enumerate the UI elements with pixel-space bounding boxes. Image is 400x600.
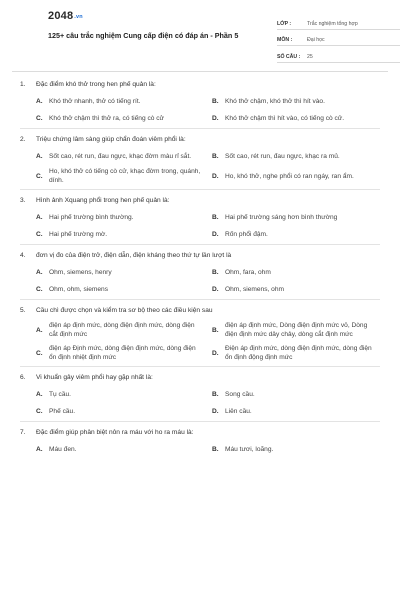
question-list	[0, 74, 400, 459]
meta-value: Đại học	[307, 37, 325, 43]
meta-row-class	[277, 13, 400, 30]
option-letter: B.	[212, 152, 219, 160]
question-text-row	[20, 251, 380, 261]
option-letter: C.	[36, 349, 43, 357]
answer-options	[20, 150, 380, 185]
option-text: Hai phế trường mờ.	[49, 230, 108, 238]
meta-label: SỐ CÂU :	[277, 53, 301, 60]
option-letter: A.	[36, 213, 43, 221]
answer-options	[20, 266, 380, 295]
option-text: Máu đen.	[49, 445, 77, 453]
option-letter: A.	[36, 390, 43, 398]
option-text: Ho, khó thở có tiếng cò cử, khạc đờm trong, quánh, dính.	[49, 168, 201, 184]
question-item	[20, 422, 380, 459]
question-number: 4.	[20, 252, 26, 259]
question-text-row	[20, 135, 380, 145]
answer-option[interactable]	[212, 321, 380, 339]
answer-option[interactable]	[212, 266, 380, 278]
question-text-row	[20, 306, 380, 316]
option-text: Ohm, ohm, siemens	[49, 285, 108, 293]
option-text: Ho, khó thở, nghe phổi có ran ngáy, ran ẩm.	[225, 172, 354, 180]
question-text: Cầu chì được chọn và kiểm tra sơ bộ theo các điều kiện sau	[36, 307, 213, 314]
question-number: 3.	[20, 197, 26, 204]
answer-option[interactable]	[36, 405, 204, 417]
option-text: Ohm, siemens, henry	[49, 268, 112, 276]
page-title: 125+ câu trắc nghiệm Cung cấp điện có đáp án - Phần 5	[48, 31, 239, 40]
option-text: điện áp định mức, dòng điện định mức, dòng điện cắt định mức	[49, 322, 195, 338]
answer-option[interactable]	[36, 95, 204, 107]
question-item	[20, 245, 380, 300]
option-text: Khó thở chậm, khó thở thì hít vào.	[225, 97, 325, 105]
option-text: Phế cầu.	[49, 407, 76, 415]
option-letter: A.	[36, 326, 43, 334]
option-letter: B.	[212, 97, 219, 105]
option-letter: A.	[36, 445, 43, 453]
question-item	[20, 190, 380, 245]
option-letter: D.	[212, 349, 219, 357]
option-letter: C.	[36, 285, 43, 293]
option-text: Sốt cao, rét run, đau ngực, khạc đờm màu rỉ sắt.	[49, 152, 192, 160]
option-letter: B.	[212, 445, 219, 453]
meta-row-count	[277, 46, 400, 63]
answer-option[interactable]	[36, 344, 204, 362]
question-number: 5.	[20, 307, 26, 314]
option-text: điện áp định mức, Dòng điện định mức vỏ, Dòng điện định mức dây chảy, dòng cắt định mức	[225, 322, 368, 338]
answer-option[interactable]	[212, 228, 380, 240]
option-letter: D.	[212, 407, 219, 415]
answer-option[interactable]	[212, 443, 380, 455]
option-letter: C.	[36, 114, 43, 122]
question-text-row	[20, 80, 380, 90]
answer-options	[20, 95, 380, 124]
option-text: Song cầu.	[225, 390, 255, 398]
question-text: Đặc điểm giúp phân biệt nôn ra máu với ho ra máu là:	[36, 429, 194, 436]
answer-option[interactable]	[212, 112, 380, 124]
option-letter: C.	[36, 172, 43, 180]
option-letter: A.	[36, 152, 43, 160]
meta-value: 25	[307, 53, 313, 60]
option-text: Ohm, siemens, ohm	[225, 285, 284, 293]
option-text: Hai phế trường sáng hơn bình thường	[225, 213, 338, 221]
option-letter: D.	[212, 172, 219, 180]
question-text-row	[20, 196, 380, 206]
answer-option[interactable]	[36, 211, 204, 223]
answer-option[interactable]	[36, 266, 204, 278]
answer-option[interactable]	[212, 388, 380, 400]
answer-option[interactable]	[36, 112, 204, 124]
answer-option[interactable]	[36, 388, 204, 400]
answer-option[interactable]	[212, 167, 380, 185]
answer-options	[20, 388, 380, 417]
option-letter: B.	[212, 268, 219, 276]
answer-option[interactable]	[36, 283, 204, 295]
option-text: Máu tươi, loãng.	[225, 445, 274, 453]
answer-options	[20, 443, 380, 455]
option-letter: B.	[212, 326, 219, 334]
option-text: Khó thở chậm thì thở ra, có tiếng cò cử	[49, 114, 164, 122]
option-text: Liên cầu.	[225, 407, 252, 415]
option-letter: C.	[36, 407, 43, 415]
option-text: Sốt cao, rét run, đau ngực, khạc ra mủ.	[225, 152, 340, 160]
question-item	[20, 74, 380, 129]
meta-row-subject	[277, 30, 400, 47]
answer-option[interactable]	[212, 405, 380, 417]
option-letter: D.	[212, 114, 219, 122]
answer-options	[20, 321, 380, 362]
question-number: 1.	[20, 81, 26, 88]
option-text: Ohm, fara, ohm	[225, 268, 271, 276]
question-text-row	[20, 373, 380, 383]
question-text: Đặc điểm khó thở trong hen phế quản là:	[36, 81, 156, 88]
site-logo[interactable]	[48, 10, 83, 22]
answer-options	[20, 211, 380, 240]
answer-option[interactable]	[36, 228, 204, 240]
meta-label: LỚP :	[277, 20, 292, 27]
option-letter: B.	[212, 390, 219, 398]
logo-main: 2048	[48, 10, 74, 22]
question-text: Vi khuẩn gây viêm phổi hay gặp nhất là:	[36, 374, 153, 381]
answer-option[interactable]	[212, 150, 380, 162]
answer-option[interactable]	[36, 167, 204, 185]
answer-option[interactable]	[212, 344, 380, 362]
option-letter: D.	[212, 230, 219, 238]
question-number: 7.	[20, 429, 26, 436]
option-letter: A.	[36, 97, 43, 105]
meta-value: Trắc nghiệm tổng hợp	[307, 20, 358, 27]
question-item	[20, 367, 380, 422]
logo-suffix: .vn	[74, 14, 83, 20]
option-text: Điện áp định mức, dòng điện định mức, dòng điện ổn định động định mức	[225, 345, 372, 361]
meta-label: MÔN :	[277, 37, 293, 43]
page-header	[24, 0, 376, 70]
header-divider	[12, 71, 388, 72]
question-item	[20, 300, 380, 367]
option-text: Khó thở chậm thì hít vào, có tiếng cò cử.	[225, 114, 345, 122]
option-text: điện áp Định mức, dòng điện định mức, dòng điện ổn định nhiệt định mức	[49, 345, 196, 361]
answer-option[interactable]	[212, 95, 380, 107]
question-number: 2.	[20, 136, 26, 143]
question-text: Triệu chứng lâm sàng giúp chẩn đoán viêm phổi là:	[36, 136, 186, 143]
answer-option[interactable]	[36, 443, 204, 455]
option-letter: A.	[36, 268, 43, 276]
option-text: Khó thở nhanh, thở có tiếng rít.	[49, 97, 141, 105]
question-item	[20, 129, 380, 190]
question-number: 6.	[20, 374, 26, 381]
option-letter: B.	[212, 213, 219, 221]
answer-option[interactable]	[212, 283, 380, 295]
question-text: đơn vị đo của điện trở, điện dẫn, điện kháng theo thứ tự lần lượt là	[36, 252, 232, 259]
option-text: Hai phế trường bình thường.	[49, 213, 134, 221]
question-text: Hình ảnh Xquang phổi trong hen phế quản là:	[36, 197, 170, 204]
option-text: Rốn phổi đậm.	[225, 230, 268, 238]
option-text: Tụ cầu.	[49, 390, 71, 398]
meta-info	[277, 13, 400, 63]
answer-option[interactable]	[212, 211, 380, 223]
answer-option[interactable]	[36, 150, 204, 162]
question-text-row	[20, 428, 380, 438]
answer-option[interactable]	[36, 321, 204, 339]
option-letter: C.	[36, 230, 43, 238]
option-letter: D.	[212, 285, 219, 293]
